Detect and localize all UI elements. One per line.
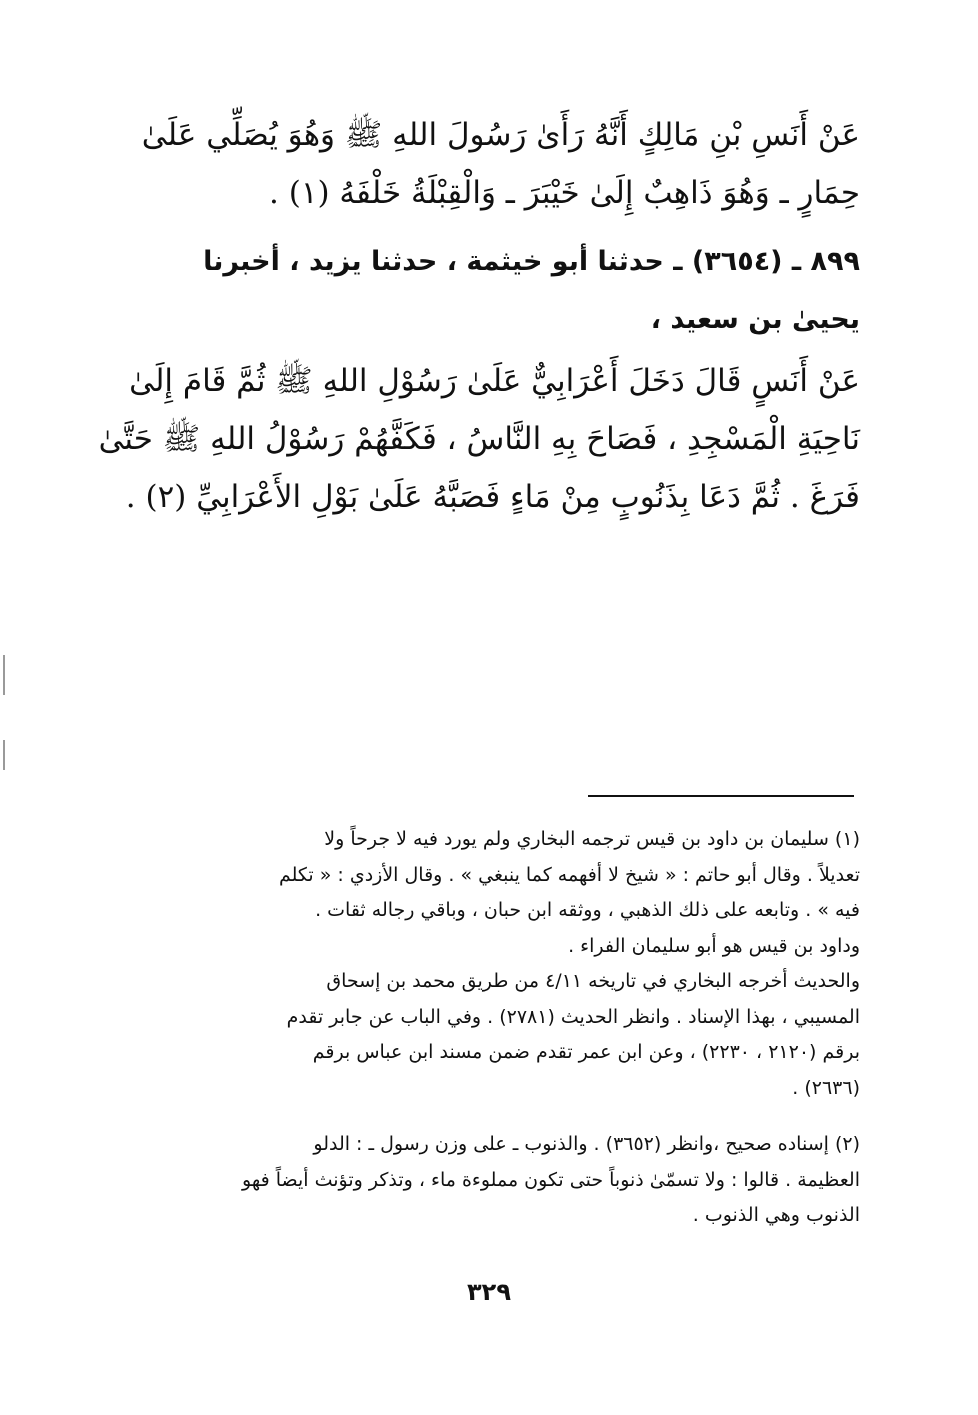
footnote-line: (٢) إسناده صحيح ،وانظر (٣٦٥٢) . والذنوب ـ على وزن رسول ـ : الدلو: [313, 1133, 860, 1155]
footnote-line: العظيمة . قالوا : ولا تسمّىٰ ذنوباً حتى تكون مملوءة ماء ، وتذكر وتؤنث أيضاً فهو: [242, 1168, 860, 1191]
scan-edge-mark: [3, 655, 5, 695]
footnote-line: (١) سليمان بن داود بن قيس ترجمه البخاري ولم يورد فيه لا جرحاً ولا: [324, 828, 860, 850]
scan-edge-mark: [3, 740, 5, 770]
footnote-line: فيه » . وتابعه على ذلك الذهبي ، ووثقه ابن حبان ، وباقي رجاله ثقات .: [315, 899, 860, 921]
footnote-separator: [588, 795, 854, 797]
text-line: عَنْ أَنَسٍ قَالَ دَخَلَ أَعْرَابِيٌّ عَلَىٰ رَسُوْلِ اللهِ ﷺ ثُمَّ قَامَ إِلَىٰ: [129, 363, 860, 399]
footnote-1: [150, 822, 860, 1106]
text-line: نَاحِيَةِ الْمَسْجِدِ ، فَصَاحَ بِهِ النَّاسُ ، فَكَفَّهُمْ رَسُوْلُ اللهِ ﷺ حَتَّىٰ: [98, 421, 860, 457]
page-number: ٣٢٩: [467, 1278, 511, 1306]
isnad-line: يحيىٰ بن سعيد ،: [650, 304, 860, 335]
footnote-line: وداود بن قيس هو أبو سليمان الفراء .: [568, 934, 860, 957]
footnote-line: تعديلاً . وقال أبو حاتم : « شيخ لا أفهمه كما ينبغي » . وقال الأزدي : « تكلم: [278, 863, 860, 886]
footnote-line: والحديث أخرجه البخاري في تاريخه ٤/١١ من طريق محمد بن إسحاق: [326, 970, 860, 992]
footnote-line: (٢٦٣٦) .: [792, 1076, 860, 1099]
footnote-line: المسيبي ، بهذا الإسناد . وانظر الحديث (٢٧٨١) . وفي الباب عن جابر تقدم: [286, 1005, 860, 1028]
footnote-line: الذنوب وهي الذنوب .: [692, 1204, 860, 1226]
footnote-2: [150, 1127, 860, 1234]
hadith-899-isnad: [150, 233, 860, 349]
footnote-line: برقم (٢١٢٠ ، ٢٢٣٠) ، وعن ابن عمر تقدم ضمن مسند ابن عباس برقم: [312, 1041, 860, 1063]
isnad-line: ٨٩٩ ـ (٣٦٥٤) ـ حدثنا أبو خيثمة ، حدثنا يزيد ، أخبرنا: [203, 246, 860, 277]
hadith-898-text: [141, 106, 860, 222]
text-line: عَنْ أَنَسِ بْنِ مَالِكٍ أَنَّهُ رَأَىٰ رَسُولَ اللهِ ﷺ وَهُوَ يُصَلِّي عَلَىٰ: [141, 117, 860, 153]
text-line: فَرَغَ . ثُمَّ دَعَا بِذَنُوبٍ مِنْ مَاءٍ فَصَبَّهُ عَلَىٰ بَوْلِ الأَعْرَابِيِّ (٢) .: [125, 479, 860, 515]
text-line: حِمَارٍ ـ وَهُوَ ذَاهِبٌ إِلَىٰ خَيْبَرَ ـ وَالْقِبْلَةُ خَلْفَهُ (١) .: [269, 175, 860, 211]
hadith-899-text: [98, 352, 860, 526]
